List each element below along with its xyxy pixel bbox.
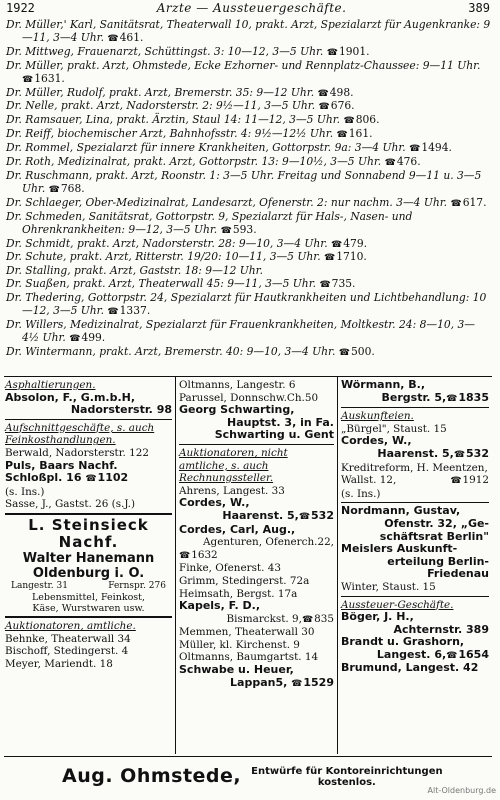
- entry-text: Dr. Müller,' Karl, Sanitätsrat, Theaterwall 10, prakt. Arzt, Spezialarzt für Augenkranke: 9—11, 3—4 Uhr.: [6, 18, 491, 44]
- business-columns: [4, 376, 492, 754]
- entry-text: Dr. Müller, prakt. Arzt, Ohmstede, Ecke Ezhorner- und Rennplatz-Chaussee: 9—11 Uhr.: [6, 58, 481, 72]
- phone-icon: [302, 614, 314, 625]
- phone-icon: [107, 33, 119, 44]
- phone-number: 1631.: [34, 71, 65, 85]
- category-heading: Auskunfteien.: [341, 410, 414, 423]
- divider: [341, 407, 489, 408]
- phone-number: 735.: [331, 277, 356, 291]
- phone-icon: [299, 511, 311, 522]
- entry-text: Dr. Schmidt, prakt. Arzt, Nadorsterstr. 28: 9—10, 3—4 Uhr.: [6, 236, 328, 250]
- phone-number: 1529: [303, 675, 334, 689]
- footer-description: [241, 766, 442, 788]
- entry-text: Dr. Willers, Medizinalrat, Spezialarzt für Frauenkrankheiten, Moltkestr. 24: 8—10, 3—4½ Uhr.: [6, 317, 475, 344]
- phone-icon: [324, 252, 336, 263]
- ad-owner: Walter Hanemann: [22, 550, 155, 566]
- ad-phone: Fernspr. 276: [108, 580, 166, 591]
- listing: Ofenstr. 32, „Ge-: [384, 516, 489, 530]
- listing: Memmen, Theaterwall 30: [179, 626, 315, 639]
- phone-icon: [343, 115, 355, 126]
- physician-entry: [6, 251, 492, 265]
- listing: Haarenst. 5,: [222, 508, 299, 522]
- listing: Meislers Auskunft-: [341, 542, 458, 556]
- phone-icon: [385, 157, 397, 168]
- listing: Wallst. 12,: [341, 474, 397, 487]
- phone-icon: [107, 306, 119, 317]
- listing: Kapels, F. D.,: [179, 599, 261, 613]
- phone-number: 532: [311, 508, 334, 522]
- ad-goods: Lebensmittel, Feinkost,: [31, 591, 146, 603]
- phone-number: 500.: [351, 344, 375, 358]
- physician-entry: [6, 60, 492, 87]
- phone-number: 1912: [462, 474, 489, 487]
- divider: [341, 502, 489, 503]
- entry-text: Dr. Rommel, Spezialarzt für innere Krankheiten, Gottorpstr. 9a: 3—4 Uhr.: [6, 141, 406, 155]
- listing: Schloßpl. 16: [5, 471, 82, 485]
- listing: Oltmanns, Baumgartst. 14: [179, 651, 319, 664]
- phone-number: 768.: [60, 181, 85, 195]
- footer-line: kostenlos.: [317, 776, 376, 788]
- physician-entry: [6, 156, 492, 170]
- listing: Grimm, Stedingerst. 72a: [179, 574, 310, 587]
- listing: Böger, J. H.,: [341, 610, 414, 624]
- physician-entry: [6, 19, 492, 46]
- physician-entry: [6, 87, 492, 101]
- listing: Absolon, F., G.m.b.H,: [5, 390, 136, 404]
- phone-number: 1654: [458, 647, 489, 661]
- page-header: [4, 2, 492, 19]
- footer-advertisement: [4, 756, 492, 796]
- listing: Sasse, J., Gastst. 26 (s.J.): [5, 498, 136, 511]
- listing: Nordmann, Gustav,: [341, 504, 461, 518]
- column-1: [4, 377, 175, 754]
- physician-list: [4, 19, 492, 360]
- entry-text: Dr. Ramsauer, Lina, prakt. Ärztin, Staul 14: 11—12, 3—5 Uhr.: [6, 113, 341, 127]
- physician-entry: [6, 197, 492, 211]
- phone-number: 479.: [343, 236, 368, 250]
- physician-entry: [6, 319, 492, 346]
- listing: Ahrens, Langest. 33: [179, 484, 285, 497]
- listing: Parussel, Donnschw.Ch.50: [179, 391, 319, 404]
- phone-icon: [446, 393, 458, 404]
- phone-icon: [318, 88, 330, 99]
- physician-entry: [6, 292, 492, 319]
- listing: Winter, Staust. 15: [341, 580, 436, 593]
- phone-icon: [291, 678, 303, 689]
- phone-number: 835: [314, 612, 334, 625]
- ad-street: Langestr. 31: [11, 580, 68, 591]
- phone-number: 593.: [232, 222, 257, 236]
- phone-number: 676.: [330, 99, 355, 113]
- ad-goods: Käse, Wurstwaren usw.: [32, 602, 145, 614]
- phone-number: 1337.: [119, 304, 151, 318]
- phone-icon: [22, 74, 34, 85]
- entry-text: Dr. Schlaeger, Ober-Medizinalrat, Landesarzt, Ofenerstr. 2: nur nachm. 3—4 Uhr.: [6, 195, 448, 209]
- phone-number: 161.: [348, 127, 373, 141]
- physician-entry: [6, 170, 492, 197]
- ad-city: Oldenburg i. O.: [32, 565, 145, 581]
- entry-text: Dr. Müller, Rudolf, prakt. Arzt, Bremerstr. 35: 9—12 Uhr.: [6, 85, 315, 99]
- entry-text: Dr. Reiff, biochemischer Arzt, Bahnhofsstr. 4: 9½—12½ Uhr.: [6, 127, 334, 141]
- ad-name: Nachf.: [58, 532, 119, 551]
- physician-entry: [6, 238, 492, 252]
- listing: (s. Ins.): [5, 485, 45, 498]
- listing: Lappan5,: [230, 675, 288, 689]
- listing: Schwarting u. Gent: [214, 428, 334, 442]
- listing: Müller, kl. Kirchenst. 9: [179, 638, 300, 651]
- phone-icon: [179, 550, 191, 561]
- phone-icon: [319, 279, 331, 290]
- phone-number: 1632: [191, 548, 218, 561]
- divider: [179, 444, 334, 445]
- listing: Oltmanns, Langestr. 6: [179, 379, 296, 391]
- phone-number: 1710.: [336, 250, 367, 264]
- phone-number: 498.: [329, 85, 354, 99]
- advertisement-steinsieck: [5, 513, 172, 618]
- phone-number: 806.: [355, 113, 380, 127]
- phone-icon: [339, 347, 351, 358]
- category-heading: Asphaltierungen.: [5, 379, 96, 391]
- phone-number: 499.: [81, 330, 106, 344]
- phone-icon: [221, 225, 233, 236]
- phone-icon: [337, 129, 349, 140]
- phone-number: 1102: [97, 471, 129, 485]
- category-heading: Aussteuer-Geschäfte.: [341, 598, 454, 611]
- page-title: Ärzte — Aussteuergeschäfte.: [156, 2, 347, 15]
- phone-icon: [450, 198, 462, 209]
- listing: „Bürgel", Staust. 15: [341, 422, 447, 435]
- listing: schäftsrat Berlin": [379, 529, 489, 543]
- entry-text: Dr. Stalling, prakt. Arzt, Gaststr. 18: 9—12 Uhr.: [6, 264, 263, 278]
- entry-text: Dr. Schmeden, Sanitätsrat, Gottorpstr. 9, Spezialarzt für Hals-, Nasen- und Ohrenkrankheiten: 9—12, 3—5 Uhr.: [6, 209, 413, 236]
- phone-number: 532: [466, 446, 489, 460]
- listing: Cordes, W.,: [341, 434, 412, 448]
- directory-page: [4, 2, 492, 798]
- listing: Bergstr. 5,: [381, 390, 447, 404]
- phone-icon: [319, 101, 331, 112]
- listing: Bischoff, Stedingerst. 4: [5, 645, 129, 658]
- listing: Friedenau: [427, 567, 489, 581]
- listing: Schwabe u. Heuer,: [179, 663, 294, 677]
- physician-entry: [6, 128, 492, 142]
- phone-number: 1835: [458, 390, 489, 404]
- physician-entry: [6, 346, 492, 360]
- listing: Langest. 6,: [376, 647, 447, 661]
- phone-icon: [85, 473, 97, 484]
- entry-text: Dr. Roth, Medizinalrat, prakt. Arzt, Gottorpstr. 13: 9—10½, 3—5 Uhr.: [6, 155, 382, 169]
- phone-number: 461.: [119, 30, 144, 44]
- entry-text: Dr. Wintermann, prakt. Arzt, Bremerstr. 40: 9—10, 3—4 Uhr.: [6, 344, 336, 358]
- footer-line: Entwürfe für Kontoreinrichtungen: [251, 765, 443, 777]
- listing: (s. Ins.): [341, 487, 381, 500]
- physician-entry: [6, 142, 492, 156]
- phone-icon: [409, 143, 421, 154]
- listing: Kreditreform, H. Meentzen,: [341, 461, 488, 474]
- listing: Meyer, Mariendt. 18: [5, 657, 113, 670]
- entry-text: Dr. Mittweg, Frauenarzt, Schüttingst. 3: 10—12, 3—5 Uhr.: [6, 44, 324, 58]
- entry-text: Dr. Ruschmann, prakt. Arzt, Roonstr. 1: 3—5 Uhr. Freitag und Sonnabend 9—11 u. 3—5 Uhr.: [6, 168, 482, 195]
- phone-number: 1901.: [338, 44, 370, 58]
- phone-number: 617.: [462, 195, 487, 209]
- listing: Brumund, Langest. 42: [341, 661, 479, 675]
- column-2: [175, 377, 337, 754]
- listing: Cordes, Carl, Aug.,: [179, 522, 296, 536]
- listing: erteilung Berlin-: [387, 554, 489, 568]
- listing: Haarenst. 5,: [377, 446, 454, 460]
- listing: Wörmann, B.,: [341, 378, 426, 391]
- physician-entry: [6, 114, 492, 128]
- entry-text: Dr. Suaßen, prakt. Arzt, Theaterwall 45: 9—11, 3—5 Uhr.: [6, 277, 317, 291]
- ad-name: L. Steinsieck: [28, 515, 149, 534]
- listing: Cordes, W.,: [179, 496, 250, 510]
- category-heading: Auktionatoren, amtliche.: [5, 619, 136, 632]
- divider: [5, 419, 172, 420]
- footer-company: Aug. Ohmstede,: [62, 765, 242, 787]
- phone-icon: [331, 239, 343, 250]
- entry-text: Dr. Thedering, Gottorpstr. 24, Spezialarzt für Hautkrankheiten und Lichtbehandlung: 10—12, 3—5 Uhr.: [6, 291, 487, 318]
- page-number: 389: [468, 2, 490, 15]
- listing: Puls, Baars Nachf.: [5, 458, 118, 472]
- phone-icon: [69, 333, 81, 344]
- physician-entry: [6, 278, 492, 292]
- phone-icon: [49, 184, 61, 195]
- listing: Bismarckst. 9,: [226, 612, 302, 625]
- category-heading: Aufschnittgeschäfte, s. auch Feinkosthandlungen.: [5, 421, 155, 447]
- phone-icon: [327, 47, 339, 58]
- page-year: 1922: [6, 2, 35, 15]
- listing: Behnke, Theaterwall 34: [5, 632, 131, 645]
- phone-number: 1494.: [421, 141, 452, 155]
- phone-icon: [446, 650, 458, 661]
- listing: Hauptst. 3, in Fa.: [227, 415, 334, 429]
- listing: Georg Schwarting,: [179, 403, 295, 417]
- physician-entry: [6, 46, 492, 60]
- listing: Berwald, Nadorsterstr. 122: [5, 446, 149, 459]
- column-3: [337, 377, 492, 754]
- divider: [341, 596, 489, 597]
- watermark: Alt-Oldenburg.de: [427, 786, 496, 795]
- phone-icon: [454, 449, 466, 460]
- entry-text: Dr. Nelle, prakt. Arzt, Nadorsterstr. 2: 9½—11, 3—5 Uhr.: [6, 99, 316, 113]
- phone-number: 476.: [396, 155, 421, 169]
- physician-entry: [6, 211, 492, 238]
- listing: Achternstr. 389: [393, 622, 489, 636]
- category-heading: Auktionatoren, nicht amtliche, s. auch Rechnungssteller.: [179, 446, 288, 485]
- listing: Brandt u. Grashorn,: [341, 635, 465, 649]
- listing: Heimsath, Bergst. 17a: [179, 587, 298, 600]
- phone-icon: [450, 475, 462, 486]
- listing: Agenturen, Ofenerch.22,: [203, 536, 334, 549]
- entry-text: Dr. Schute, prakt. Arzt, Ritterstr. 19/20: 10—11, 3—5 Uhr.: [6, 250, 321, 264]
- listing: Finke, Ofenerst. 43: [179, 562, 281, 575]
- listing: Nadorsterstr. 98: [70, 403, 172, 417]
